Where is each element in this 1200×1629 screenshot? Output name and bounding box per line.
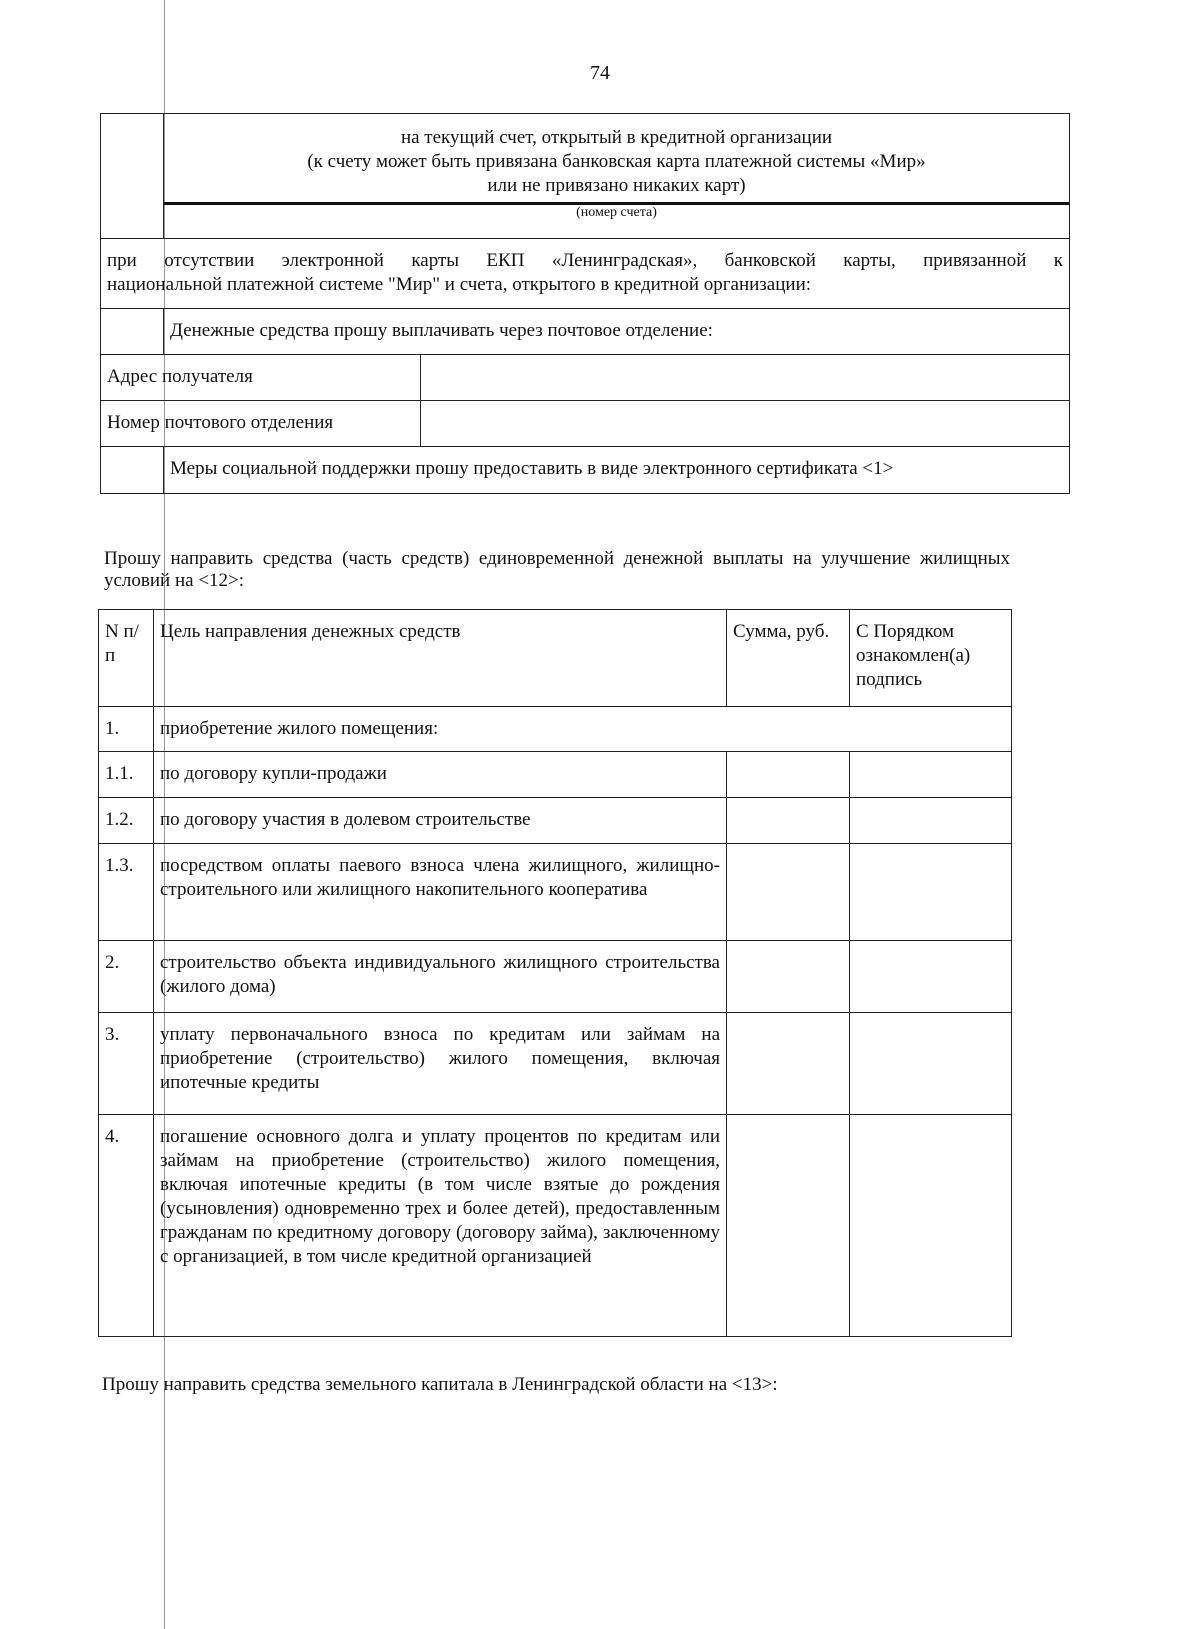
row-number: 1.1. — [99, 752, 154, 798]
row-purpose: уплату первоначального взноса по кредитам или займам на приобретение (строительство) жилого помещения, включая ипотечные кредиты — [154, 1013, 727, 1115]
table-row — [99, 1013, 1012, 1115]
absence-text-line2: национальной платежной системе "Мир" и счета, открытого в кредитной организации: — [107, 274, 812, 295]
sum-field[interactable] — [727, 844, 850, 941]
row-purpose: посредством оплаты паевого взноса члена жилищного, жилищно-строительного или жилищного накопительного кооператива — [154, 844, 727, 941]
land-capital-intro: Прошу направить средства земельного капитала в Ленинградской области на <13>: — [102, 1374, 778, 1395]
account-option-note: (к счету может быть привязана банковская карта платежной системы «Мир» — [307, 151, 926, 172]
bank-account-row — [101, 114, 1070, 239]
table-row — [99, 941, 1012, 1013]
table-row — [99, 752, 1012, 798]
row-number: 2. — [99, 941, 154, 1013]
header-signature: С Порядком ознакомлен(а) подпись — [850, 610, 1012, 707]
row-number: 1.2. — [99, 798, 154, 844]
table-row — [99, 1115, 1012, 1337]
housing-purpose-table — [98, 609, 1012, 1337]
signature-field[interactable] — [850, 844, 1012, 941]
row-purpose: по договору купли-продажи — [154, 752, 727, 798]
signature-field[interactable] — [850, 1013, 1012, 1115]
signature-field[interactable] — [850, 1115, 1012, 1337]
sum-field[interactable] — [727, 941, 850, 1013]
header-purpose: Цель направления денежных средств — [154, 610, 727, 707]
sum-field[interactable] — [727, 798, 850, 844]
table-header-row — [99, 610, 1012, 707]
payment-method-table — [100, 113, 1070, 494]
row-purpose: строительство объекта индивидуального жилищного строительства (жилого дома) — [154, 941, 727, 1013]
bank-account-checkbox-cell[interactable] — [101, 114, 164, 239]
recipient-address-label: Адрес получателя — [101, 355, 421, 401]
row-number: 1.3. — [99, 844, 154, 941]
row-purpose: погашение основного долга и уплату процентов по кредитам или займам на приобретение (строительство) жилого помещения, включая ипотечные кредиты (в том числе взятые до рождения (усыновления) одновременно трех и более детей), предоставленным гражданам по кредитному договору (договору займа), заключенному с организацией, в том числе кредитной организацией — [154, 1115, 727, 1337]
certificate-checkbox-cell[interactable] — [101, 447, 164, 494]
sum-field[interactable] — [727, 752, 850, 798]
recipient-address-field[interactable] — [421, 355, 1070, 401]
account-option-text: на текущий счет, открытый в кредитной организации — [400, 127, 833, 148]
row-purpose: по договору участия в долевом строительстве — [154, 798, 727, 844]
header-sum: Сумма, руб. — [727, 610, 850, 707]
row-number: 1. — [99, 707, 154, 752]
post-office-checkbox-cell[interactable] — [101, 309, 164, 355]
post-office-option: Денежные средства прошу выплачивать через почтовое отделение: — [164, 309, 1070, 355]
table-row — [99, 707, 1012, 752]
sum-field[interactable] — [727, 1115, 850, 1337]
housing-intro: Прошу направить средства (часть средств) единовременной денежной выплаты на улучшение жилищных условий на <12>: — [104, 548, 1010, 591]
table-row — [99, 798, 1012, 844]
account-option-note-2: или не привязано никаких карт) — [487, 175, 746, 196]
table-row — [99, 844, 1012, 941]
row-number: 4. — [99, 1115, 154, 1337]
sum-field[interactable] — [727, 1013, 850, 1115]
signature-field[interactable] — [850, 941, 1012, 1013]
header-number: N п/п — [99, 610, 154, 707]
account-number-caption: (номер счета) — [576, 205, 657, 220]
signature-field[interactable] — [850, 798, 1012, 844]
certificate-option: Меры социальной поддержки прошу предоставить в виде электронного сертификата <1> — [164, 447, 1070, 494]
row-number: 3. — [99, 1013, 154, 1115]
row-purpose: приобретение жилого помещения: — [154, 707, 1012, 752]
signature-field[interactable] — [850, 752, 1012, 798]
post-office-number-field[interactable] — [421, 401, 1070, 447]
page-number: 74 — [590, 62, 610, 84]
post-office-number-label: Номер почтового отделения — [101, 401, 421, 447]
absence-text-line1: при отсутствии электронной карты ЕКП «Ленинградская», банковской карты, привязанной к — [107, 250, 1063, 271]
